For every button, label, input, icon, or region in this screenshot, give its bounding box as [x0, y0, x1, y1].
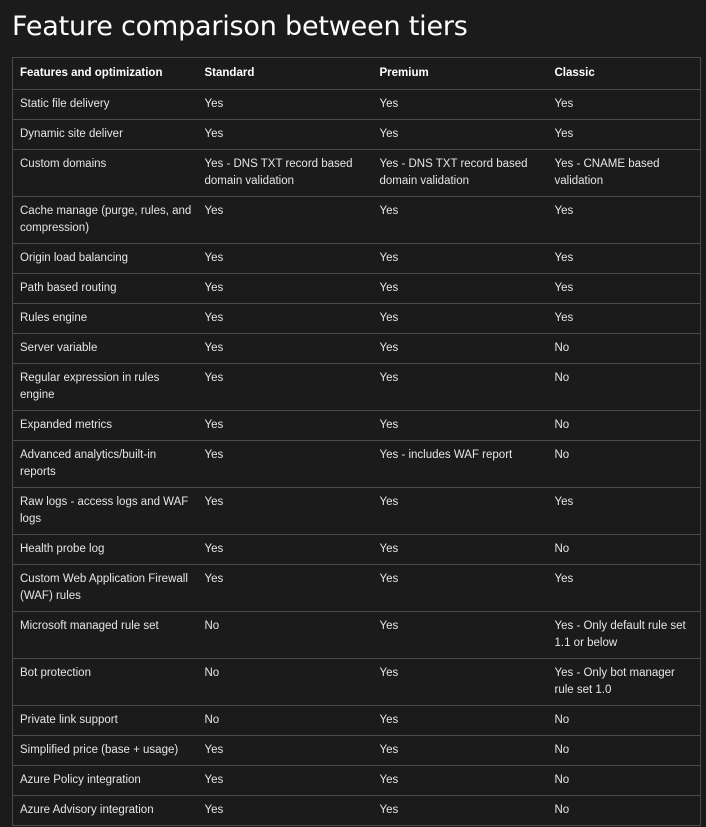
table-row: [13, 120, 701, 150]
classic-cell: No: [548, 411, 701, 441]
feature-cell: Azure Advisory integration: [13, 796, 198, 826]
standard-cell: Yes: [198, 120, 373, 150]
standard-cell: Yes: [198, 334, 373, 364]
premium-cell: Yes: [373, 274, 548, 304]
premium-cell: Yes: [373, 90, 548, 120]
table-row: [13, 736, 701, 766]
premium-cell: Yes: [373, 411, 548, 441]
header-features: Features and optimization: [13, 58, 198, 90]
classic-cell: Yes: [548, 244, 701, 274]
standard-cell: No: [198, 612, 373, 659]
feature-cell: Microsoft managed rule set: [13, 612, 198, 659]
premium-cell: Yes - includes WAF report: [373, 441, 548, 488]
header-premium: Premium: [373, 58, 548, 90]
premium-cell: Yes: [373, 244, 548, 274]
page-title: Feature comparison between tiers: [12, 11, 468, 42]
classic-cell: Yes: [548, 90, 701, 120]
table-body: [13, 90, 701, 826]
classic-cell: Yes: [548, 488, 701, 535]
table-row: [13, 659, 701, 706]
table-row: [13, 796, 701, 826]
header-classic: Classic: [548, 58, 701, 90]
feature-cell: Raw logs - access logs and WAF logs: [13, 488, 198, 535]
classic-cell: Yes: [548, 120, 701, 150]
premium-cell: Yes: [373, 334, 548, 364]
classic-cell: No: [548, 535, 701, 565]
premium-cell: Yes: [373, 364, 548, 411]
table-row: [13, 197, 701, 244]
feature-cell: Simplified price (base + usage): [13, 736, 198, 766]
classic-cell: No: [548, 796, 701, 826]
table-row: [13, 766, 701, 796]
classic-cell: Yes: [548, 565, 701, 612]
feature-cell: Health probe log: [13, 535, 198, 565]
standard-cell: Yes: [198, 441, 373, 488]
feature-cell: Private link support: [13, 706, 198, 736]
table-row: [13, 535, 701, 565]
table-row: [13, 90, 701, 120]
standard-cell: Yes: [198, 488, 373, 535]
table-row: [13, 244, 701, 274]
feature-cell: Bot protection: [13, 659, 198, 706]
feature-cell: Dynamic site deliver: [13, 120, 198, 150]
premium-cell: Yes: [373, 535, 548, 565]
feature-cell: Expanded metrics: [13, 411, 198, 441]
premium-cell: Yes: [373, 796, 548, 826]
feature-comparison-table: [12, 57, 701, 826]
feature-cell: Advanced analytics/built-in reports: [13, 441, 198, 488]
premium-cell: Yes: [373, 659, 548, 706]
standard-cell: No: [198, 659, 373, 706]
standard-cell: Yes: [198, 766, 373, 796]
table-row: [13, 304, 701, 334]
feature-cell: Rules engine: [13, 304, 198, 334]
premium-cell: Yes: [373, 706, 548, 736]
classic-cell: No: [548, 706, 701, 736]
feature-cell: Custom domains: [13, 150, 198, 197]
feature-cell: Static file delivery: [13, 90, 198, 120]
table-row: [13, 612, 701, 659]
classic-cell: No: [548, 441, 701, 488]
premium-cell: Yes: [373, 612, 548, 659]
table-row: [13, 488, 701, 535]
standard-cell: No: [198, 706, 373, 736]
standard-cell: Yes: [198, 535, 373, 565]
table-row: [13, 565, 701, 612]
classic-cell: No: [548, 766, 701, 796]
table-row: [13, 150, 701, 197]
standard-cell: Yes: [198, 244, 373, 274]
feature-cell: Cache manage (purge, rules, and compression): [13, 197, 198, 244]
classic-cell: No: [548, 364, 701, 411]
standard-cell: Yes: [198, 736, 373, 766]
premium-cell: Yes: [373, 565, 548, 612]
standard-cell: Yes: [198, 90, 373, 120]
header-standard: Standard: [198, 58, 373, 90]
premium-cell: Yes - DNS TXT record based domain validation: [373, 150, 548, 197]
classic-cell: Yes: [548, 197, 701, 244]
classic-cell: Yes - Only bot manager rule set 1.0: [548, 659, 701, 706]
classic-cell: Yes: [548, 274, 701, 304]
premium-cell: Yes: [373, 736, 548, 766]
standard-cell: Yes: [198, 364, 373, 411]
feature-cell: Azure Policy integration: [13, 766, 198, 796]
standard-cell: Yes: [198, 197, 373, 244]
standard-cell: Yes: [198, 411, 373, 441]
feature-cell: Origin load balancing: [13, 244, 198, 274]
table-row: [13, 364, 701, 411]
feature-cell: Regular expression in rules engine: [13, 364, 198, 411]
classic-cell: No: [548, 334, 701, 364]
standard-cell: Yes: [198, 796, 373, 826]
premium-cell: Yes: [373, 304, 548, 334]
premium-cell: Yes: [373, 488, 548, 535]
classic-cell: Yes - Only default rule set 1.1 or below: [548, 612, 701, 659]
premium-cell: Yes: [373, 120, 548, 150]
classic-cell: Yes - CNAME based validation: [548, 150, 701, 197]
header-row: [13, 58, 701, 90]
feature-cell: Path based routing: [13, 274, 198, 304]
table-row: [13, 441, 701, 488]
premium-cell: Yes: [373, 766, 548, 796]
classic-cell: No: [548, 736, 701, 766]
classic-cell: Yes: [548, 304, 701, 334]
table-header: [13, 58, 701, 90]
premium-cell: Yes: [373, 197, 548, 244]
table-row: [13, 411, 701, 441]
standard-cell: Yes: [198, 304, 373, 334]
standard-cell: Yes: [198, 565, 373, 612]
standard-cell: Yes - DNS TXT record based domain validation: [198, 150, 373, 197]
feature-cell: Server variable: [13, 334, 198, 364]
table-row: [13, 334, 701, 364]
feature-cell: Custom Web Application Firewall (WAF) rules: [13, 565, 198, 612]
table-row: [13, 274, 701, 304]
standard-cell: Yes: [198, 274, 373, 304]
table-row: [13, 706, 701, 736]
